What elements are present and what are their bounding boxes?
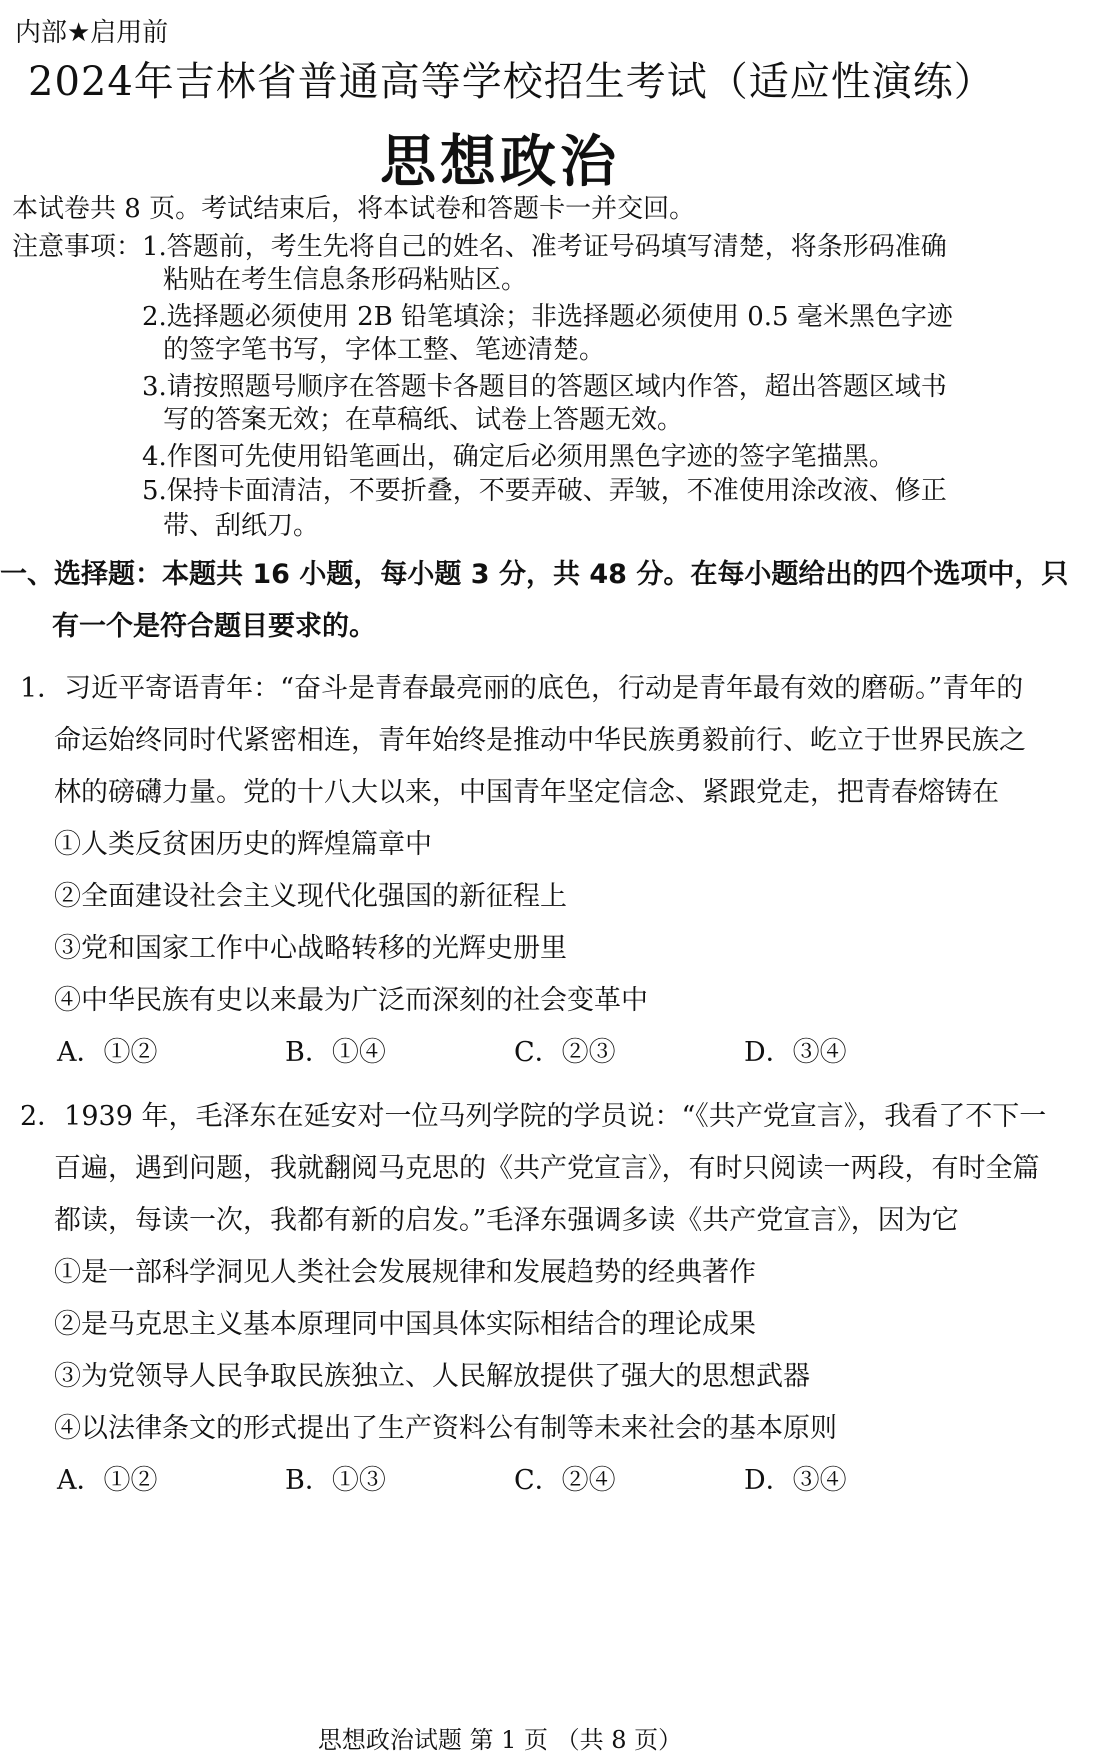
note-line: 4.作图可先使用铅笔画出，确定后必须用黑色字迹的签字笔描黑。 [142,442,895,472]
question-item: ②全面建设社会主义现代化强国的新征程上 [54,881,567,912]
question-item: ④以法律条文的形式提出了生产资料公有制等未来社会的基本原则 [54,1413,837,1444]
question-item: ①人类反贫困历史的辉煌篇章中 [54,829,432,860]
intro-text: 本试卷共 8 页。考试结束后，将本试卷和答题卡一并交回。 [12,194,696,224]
question-stem-line: 命运始终同时代紧密相连，青年始终是推动中华民族勇毅前行、屹立于世界民族之 [54,725,1026,756]
option-a: A．①② [57,1037,158,1068]
option-b: B．①④ [285,1037,386,1068]
question-stem-line: 都读，每读一次，我都有新的启发。”毛泽东强调多读《共产党宣言》，因为它 [54,1205,959,1236]
notes-label: 注意事项： [12,232,143,262]
question-stem-line: 林的磅礴力量。党的十八大以来，中国青年坚定信念、紧跟党走，把青春熔铸在 [54,777,999,808]
question-item: ③党和国家工作中心战略转移的光辉史册里 [54,933,567,964]
option-d: D．③④ [744,1037,847,1068]
question-item: ④中华民族有史以来最为广泛而深刻的社会变革中 [54,985,648,1016]
question-item: ③为党领导人民争取民族独立、人民解放提供了强大的思想武器 [54,1361,810,1392]
question-stem-line: 百遍，遇到问题，我就翻阅马克思的《共产党宣言》，有时只阅读一两段，有时全篇 [54,1153,1040,1184]
note-line: 的签字笔书写，字体工整、笔迹清楚。 [163,335,606,365]
question-item: ①是一部科学洞见人类社会发展规律和发展趋势的经典著作 [54,1257,756,1288]
option-b: B．①③ [285,1465,386,1496]
section-heading: 一、选择题：本题共 16 小题，每小题 3 分，共 48 分。在每小题给出的四个选项中，只 [0,559,1069,590]
option-c: C．②③ [514,1037,616,1068]
question-stem-line: 2．1939 年，毛泽东在延安对一位马列学院的学员说：“《共产党宣言》，我看了不下一 [20,1101,1047,1132]
note-line: 写的答案无效；在草稿纸、试卷上答题无效。 [163,405,684,435]
note-line: 粘贴在考生信息条形码粘贴区。 [163,265,528,295]
note-line: 1.答题前，考生先将自己的姓名、准考证号码填写清楚，将条形码准确 [142,232,947,262]
subject-title: 思想政治 [380,130,620,195]
note-line: 带、刮纸刀。 [163,511,320,541]
option-a: A．①② [57,1465,158,1496]
note-line: 5.保持卡面清洁，不要折叠，不要弄破、弄皱，不准使用涂改液、修正 [142,476,947,506]
question-stem-line: 1．习近平寄语青年：“奋斗是青春最亮丽的底色，行动是青年最有效的磨砺。”青年的 [20,673,1024,704]
question-item: ②是马克思主义基本原理同中国具体实际相结合的理论成果 [54,1309,756,1340]
note-line: 3.请按照题号顺序在答题卡各题目的答题区域内作答，超出答题区域书 [142,372,947,402]
page-footer: 思想政治试题 第 1 页 （共 8 页） [317,1726,683,1754]
option-d: D．③④ [744,1465,847,1496]
exam-title: 2024年吉林省普通高等学校招生考试（适应性演练） [28,59,995,105]
confidential-mark: 内部★启用前 [15,18,169,48]
section-heading-cont: 有一个是符合题目要求的。 [52,611,376,642]
option-c: C．②④ [514,1465,616,1496]
note-line: 2.选择题必须使用 2B 铅笔填涂；非选择题必须使用 0.5 毫米黑色字迹 [142,302,953,332]
